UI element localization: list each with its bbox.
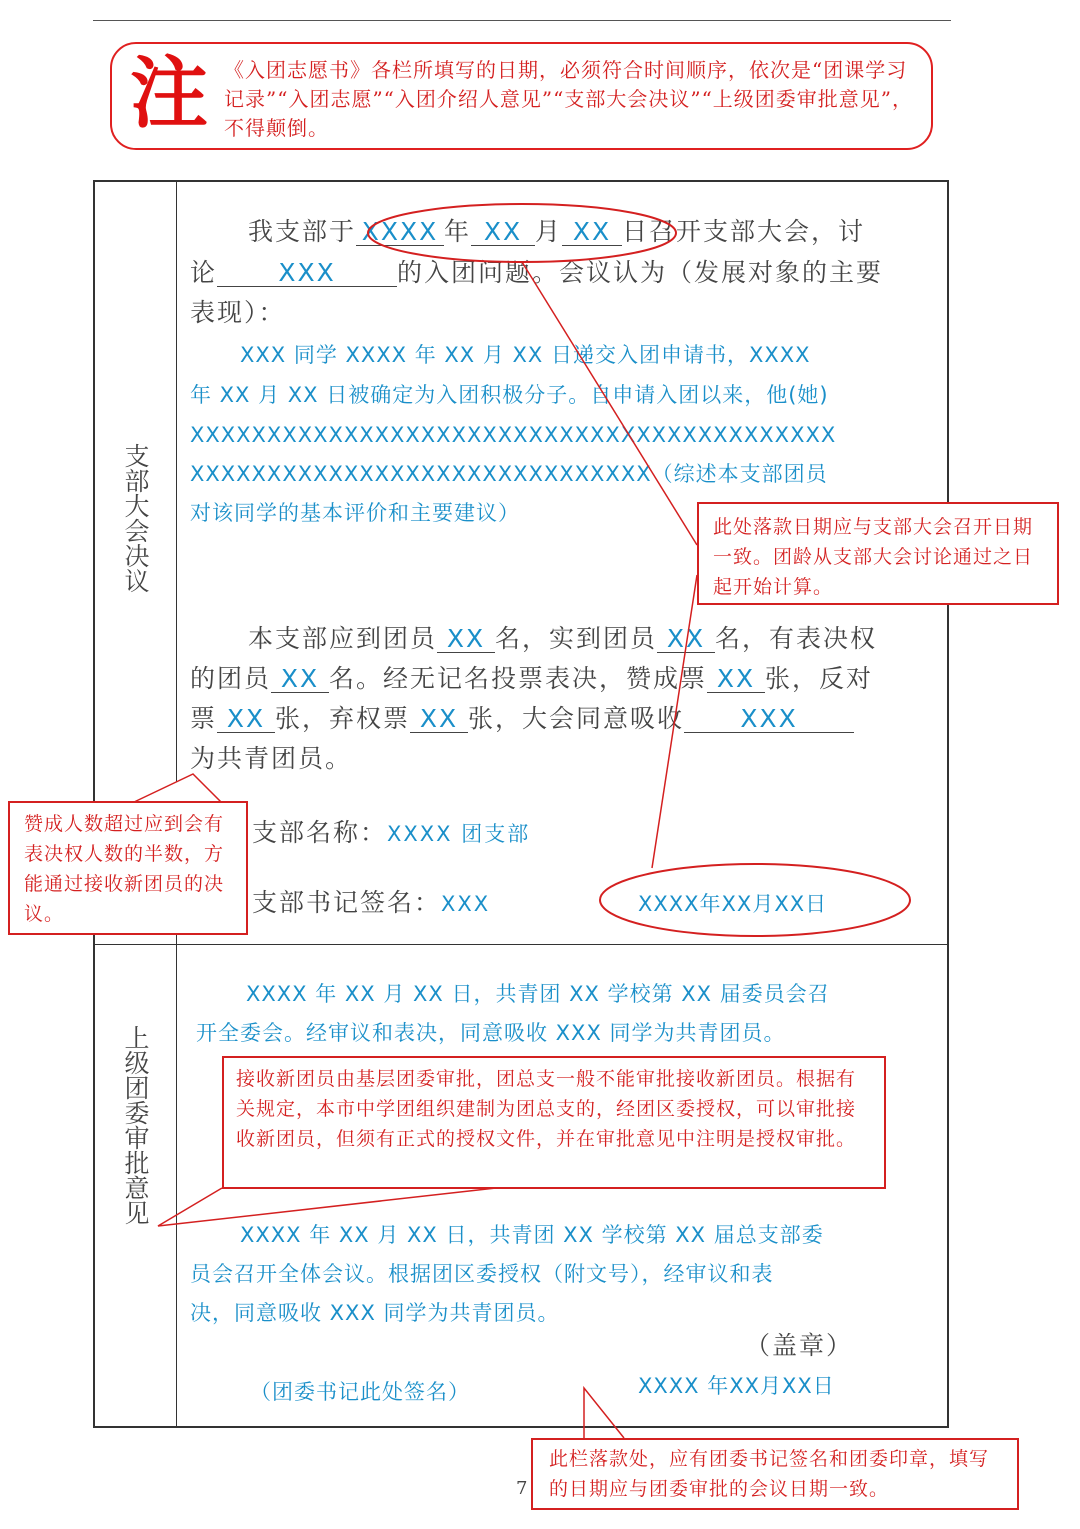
text: 年: [444, 217, 472, 246]
page-number: 7: [516, 1478, 528, 1499]
candidate-name-field[interactable]: XXX: [217, 260, 397, 287]
members-due-field[interactable]: XX: [437, 626, 495, 653]
approval-callout-tail: [158, 1188, 496, 1226]
callout-pointer-bottom: [652, 575, 697, 868]
meeting-day-field[interactable]: XX: [562, 219, 622, 246]
approval-line-1: XXXX 年 XX 月 XX 日，共青团 XX 学校第 XX 届委员会召: [246, 982, 830, 1006]
text: 的团员: [190, 664, 272, 693]
signature-callout: [531, 1438, 1019, 1510]
sign-date-highlight: [600, 864, 910, 936]
approval-line-4: 员会召开全体会议。根据团区委授权（附文号），经审议和表: [190, 1262, 774, 1286]
signature-hint: （团委书记此处签名）: [250, 1380, 470, 1404]
note-marker: 注: [130, 49, 209, 139]
text: 我支部于: [248, 217, 357, 246]
text: 名，实到团员: [495, 624, 658, 653]
approval-line-2: 开全委会。经审议和表决，同意吸收 XXX 同学为共青团员。: [196, 1021, 786, 1045]
evaluation-line-3: XXXXXXXXXXXXXXXXXXXXXXXXXXXXXXXXXXXXXXXXXX: [190, 423, 837, 447]
meeting-year-field[interactable]: XXXX: [356, 219, 444, 246]
text: 月: [535, 217, 563, 246]
text: 张，大会同意吸收: [468, 704, 685, 733]
callout-text: 接收新团员由基层团委审批，团总支一般不能审批接收新团员。根据有关规定，本市中学团组织建制为团总支的，经团区委授权，可以审批接收新团员，但须有正式的授权文件，并在审批意见中注明是授权审批。: [236, 1068, 857, 1150]
date-consistency-callout: [697, 502, 1059, 605]
secretary-value[interactable]: XXX: [441, 892, 491, 916]
text: 张，弃权票: [275, 704, 411, 733]
text: 本支部应到团员: [248, 624, 438, 653]
seal-label: （盖章）: [745, 1331, 854, 1360]
branch-name-value[interactable]: XXXX 团支部: [387, 822, 531, 846]
votes-abstain-field[interactable]: XX: [410, 706, 468, 733]
meeting-month-field[interactable]: XX: [471, 219, 535, 246]
text: 日召开支部大会，讨: [622, 217, 866, 246]
vote-line-4: 为共青团员。: [190, 744, 353, 773]
votes-yes-field[interactable]: XX: [707, 666, 765, 693]
meeting-line-3: 表现）：: [190, 298, 286, 327]
text: 名，有表决权: [715, 624, 878, 653]
callout-text: 赞成人数超过应到会有表决权人数的半数，方能通过接收新团员的决议。: [24, 813, 225, 925]
text: 的入团问题。会议认为（发展对象的主要: [397, 258, 884, 287]
note-text: 《入团志愿书》各栏所填写的日期，必须符合时间顺序，依次是“团课学习记录”“入团志愿”“入团介绍人意见”“支部大会决议”“上级团委审批意见”，不得颠倒。: [224, 58, 914, 140]
callout-text: 此处落款日期应与支部大会召开日期一致。团龄从支部大会讨论通过之日起开始计算。: [713, 516, 1034, 598]
text: 票: [190, 704, 218, 733]
text: 论: [190, 258, 218, 287]
callout-text: 此栏落款处，应有团委书记签名和团委印章，填写的日期应与团委审批的会议日期一致。: [549, 1448, 990, 1500]
evaluation-line-2: 年 XX 月 XX 日被确定为入团积极分子。自申请入团以来，他(她): [190, 383, 829, 407]
evaluation-line-4: XXXXXXXXXXXXXXXXXXXXXXXXXXXXXX（综述本支部团员: [190, 462, 828, 486]
section2-title: 上级团委审批意见: [121, 1025, 150, 1225]
majority-callout-tail: [132, 774, 222, 803]
meeting-date-highlight: [368, 204, 676, 262]
approval-date[interactable]: XXXX 年XX月XX日: [638, 1374, 835, 1398]
eligible-voters-field[interactable]: XX: [271, 666, 329, 693]
meeting-sign-date[interactable]: XXXX年XX月XX日: [638, 892, 828, 916]
votes-no-field[interactable]: XX: [217, 706, 275, 733]
evaluation-line-5: 对该同学的基本评价和主要建议）: [190, 501, 520, 525]
branch-name-label: 支部名称：: [252, 818, 388, 847]
signature-callout-tail: [584, 1388, 624, 1438]
members-present-field[interactable]: XX: [657, 626, 715, 653]
section1-title: 支部大会决议: [121, 443, 150, 593]
evaluation-line-1: XXX 同学 XXXX 年 XX 月 XX 日递交入团申请书，XXXX: [240, 343, 811, 367]
accepted-name-field[interactable]: XXX: [684, 706, 854, 733]
majority-callout: [8, 801, 248, 935]
approval-callout: [222, 1056, 886, 1189]
text: 张，反对: [765, 664, 874, 693]
text: 名。经无记名投票表决，赞成票: [329, 664, 708, 693]
callout-pointer-top: [522, 262, 697, 545]
approval-line-5: 决，同意吸收 XXX 同学为共青团员。: [190, 1301, 560, 1325]
approval-line-3: XXXX 年 XX 月 XX 日，共青团 XX 学校第 XX 届总支部委: [240, 1223, 824, 1247]
secretary-label: 支部书记签名：: [252, 888, 442, 917]
